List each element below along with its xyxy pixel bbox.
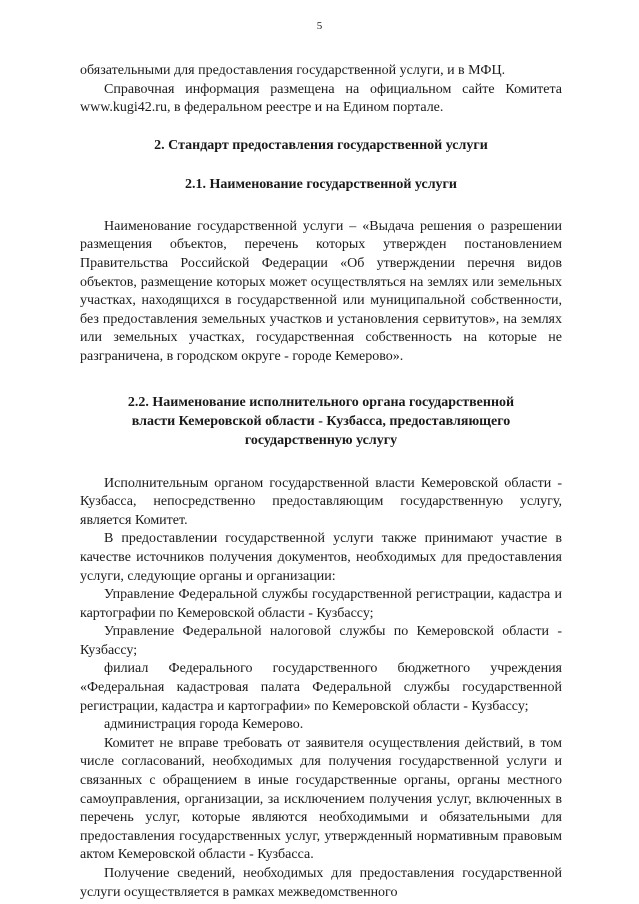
subsection-title: 2.1. Наименование государственной услуги [185,176,457,192]
paragraph: Управление Федеральной службы государственной регистрации, кадастра и картографии по Кемеровской области - Кузбассу; [80,587,562,621]
paragraph: администрация города Кемерово. [104,717,304,733]
subsection-title-line: 2.2. Наименование исполнительного органа государственной [127,394,515,410]
paragraph: Справочная информация размещена на официальном сайте Комитета www.kugi42.ru, в федеральном реестре и на Едином портале. [80,81,562,116]
page-number: 5 [316,20,323,32]
paragraph: Комитет не вправе требовать от заявителя осуществления действий, в том числе согласований, необходимых для получения государственной услуги и связанных с обращением в иные государственные органы, органы местного самоуправления, организации, за исключением получения услуг, включенных в перечень услуг, которые являются необходимыми и обязательными для предоставления государственных услуг, утвержденный нормативным правовым актом Кемеровской области - Кузбасса. [80,735,562,863]
subsection-title-line: власти Кемеровской области - Кузбасса, предоставляющего [131,413,511,429]
paragraph: В предоставлении государственной услуги также принимают участие в качестве источников получения документов, необходимых для предоставления услуги, следующие органы и организации: [80,531,562,584]
subsection-title-line: государственную услугу [244,432,398,448]
page-content [80,62,562,902]
paragraph: Исполнительным органом государственной власти Кемеровской области - Кузбасса, непосредственно предоставляющим государственную услугу, является Комитет. [80,475,562,528]
paragraph: обязательными для предоставления государственной услуги, и в МФЦ. [80,63,506,78]
paragraph: Получение сведений, необходимых для предоставления государственной услуги осуществляется в рамках межведомственного [80,866,562,900]
paragraph: Наименование государственной услуги – «Выдача решения о разрешении размещения объектов, перечень которых утвержден постановлением Правительства Российской Федерации «Об утверждении перечня видов объектов, размещение которых может осуществляться на землях или земельных участках, находящихся в государственной или муниципальной собственности, без предоставления земельных участков и установления сервитутов», на землях или земельных участках, государственная собственность на которые не разграничена, в городском округе - городе Кемерово». [80,218,562,364]
subsection-title [80,393,562,450]
paragraph: Управление Федеральной налоговой службы по Кемеровской области - Кузбассу; [80,624,562,658]
section-title: 2. Стандарт предоставления государственной услуги [154,137,488,153]
paragraph: филиал Федерального государственного бюджетного учреждения «Федеральная кадастровая палата Федеральной службы государственной регистрации, кадастра и картографии» по Кемеровской области - Кузбассу; [80,661,562,714]
